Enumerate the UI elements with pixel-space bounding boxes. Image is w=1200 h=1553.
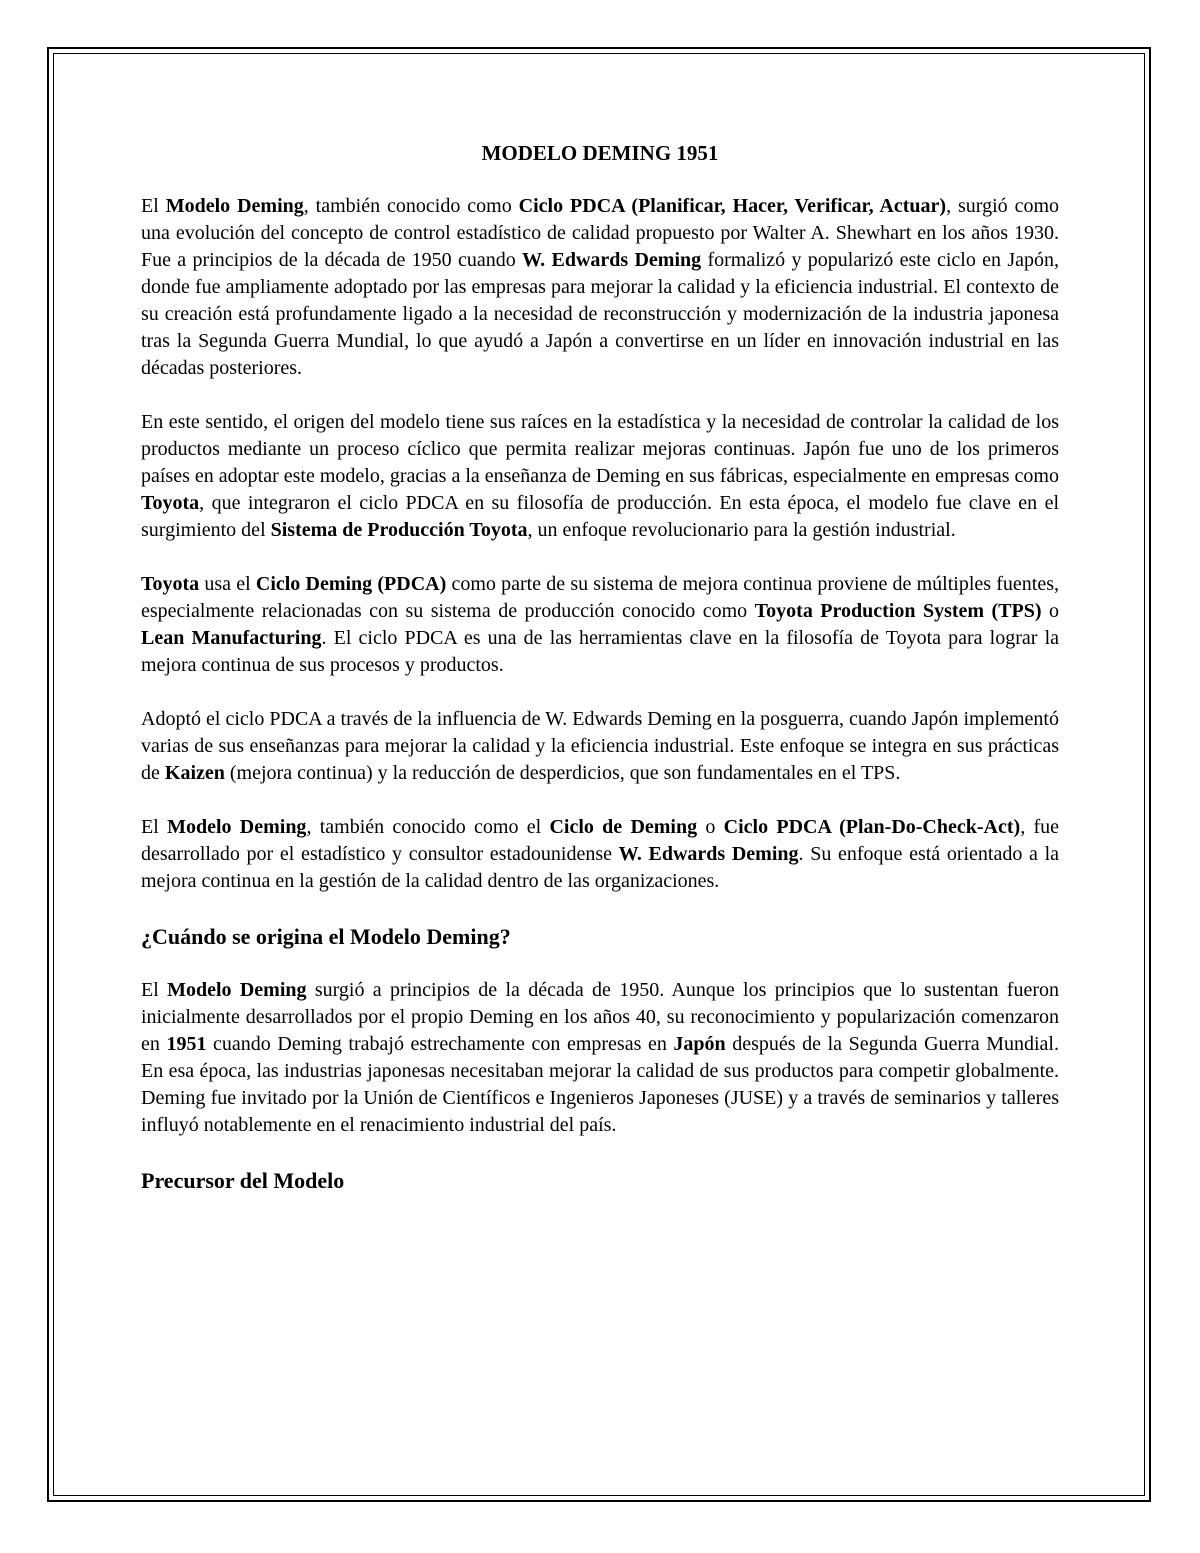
bold-text-run: Ciclo Deming (PDCA) [255,573,447,595]
paragraph [141,814,1059,895]
bold-text-run: Sistema de Producción Toyota [270,519,528,541]
bold-text-run: Toyota Production System (TPS) [754,600,1042,622]
bold-text-run: Toyota [141,492,200,514]
bold-text-run: Modelo Deming [167,816,307,838]
bold-text-run: W. Edwards Deming [522,249,702,271]
paragraph [141,977,1059,1139]
text-run: El [141,979,168,1001]
bold-text-run: Toyota [141,573,200,595]
text-run: El [141,816,168,838]
text-run: . Su enfoque está orientado a la mejora continua en la gestión de la calidad dentro de las organizaciones. [141,843,1060,892]
paragraph [141,706,1059,787]
text-run: , que integraron el ciclo PDCA en su filosofía de producción. En esta época, el modelo fue clave en el surgimiento del [141,492,1059,541]
text-run: El [141,195,166,217]
text-run: Adoptó el ciclo PDCA a través de la influencia de W. Edwards Deming en la posguerra, cuando Japón implementó varias de sus enseñanzas para mejorar la calidad y la eficiencia industrial. Este enfoque se integra en sus prácticas de [141,708,1059,784]
text-run: después de la Segunda Guerra Mundial. En esa época, las industrias japonesas necesitaban mejorar la calidad de sus productos para competir globalmente. Deming fue invitado por la Unión de Científicos e Ingenieros Japoneses (JUSE) y a través de seminarios y talleres influyó notablemente en el renacimiento industrial del país. [141,1033,1059,1136]
section-heading-origin: ¿Cuándo se origina el Modelo Deming? [141,924,511,949]
text-run: En este sentido, el origen del modelo tiene sus raíces en la estadística y la necesidad de controlar la calidad de los productos mediante un proceso cíclico que permita realizar mejoras continuas. Japón fue uno de los primeros países en adoptar este modelo, gracias a la enseñanza de Deming en sus fábricas, especialmente en empresas como [141,411,1059,487]
text-run: como parte de su sistema de mejora continua proviene de múltiples fuentes, especialmente relacionadas con su sistema de producción conocido como [141,573,1060,622]
text-run: formalizó y popularizó este ciclo en Japón, donde fue ampliamente adoptado por las empresas para mejorar la calidad y la eficiencia industrial. El contexto de su creación está profundamente ligado a la necesidad de reconstrucción y modernización de la industria japonesa tras la Segunda Guerra Mundial, lo que ayudó a Japón a convertirse en un líder en innovación industrial en las décadas posteriores. [141,249,1060,379]
paragraph [141,193,1059,382]
bold-text-run: Ciclo PDCA (Planificar, Hacer, Verificar, Actuar) [518,195,947,217]
bold-text-run: Ciclo PDCA (Plan-Do-Check-Act) [723,816,1021,838]
bold-text-run: Modelo Deming [167,979,307,1001]
text-run: , un enfoque revolucionario para la gestión industrial. [527,519,956,541]
text-run: . El ciclo PDCA es una de las herramientas clave en la filosofía de Toyota para lograr la mejora continua de sus procesos y productos. [141,627,1060,676]
bold-text-run: Modelo Deming [165,195,304,217]
bold-text-run: Lean Manufacturing [141,627,322,649]
text-run: , surgió como una evolución del concepto de control estadístico de calidad propuesto por Walter A. Shewhart en los años 1930. Fue a principios de la década de 1950 cuando [141,195,1060,271]
text-run: usa el [199,573,256,595]
document-body [141,140,1059,1221]
text-run: o [697,816,724,838]
text-run: , fue desarrollado por el estadístico y consultor estadounidense [141,816,1060,865]
text-run: (mejora continua) y la reducción de desperdicios, que son fundamentales en el TPS. [224,762,901,784]
text-run: , también conocido como el [306,816,550,838]
bold-text-run: 1951 [166,1033,207,1055]
text-run: surgió a principios de la década de 1950. Aunque los principios que lo sustentan fueron inicialmente desarrollados por el propio Deming en los años 40, su reconocimiento y popularización comenzaron en [141,979,1059,1055]
section-heading-precursor: Precursor del Modelo [141,1168,345,1193]
document-title: MODELO DEMING 1951 [481,141,719,165]
bold-text-run: Japón [673,1033,726,1055]
text-run: , también conocido como [303,195,519,217]
text-run: o [1041,600,1059,622]
bold-text-run: Kaizen [164,762,225,784]
paragraph [141,409,1059,544]
bold-text-run: Ciclo de Deming [549,816,698,838]
text-run: cuando Deming trabajó estrechamente con empresas en [206,1033,674,1055]
paragraph [141,571,1059,679]
bold-text-run: W. Edwards Deming [618,843,799,865]
